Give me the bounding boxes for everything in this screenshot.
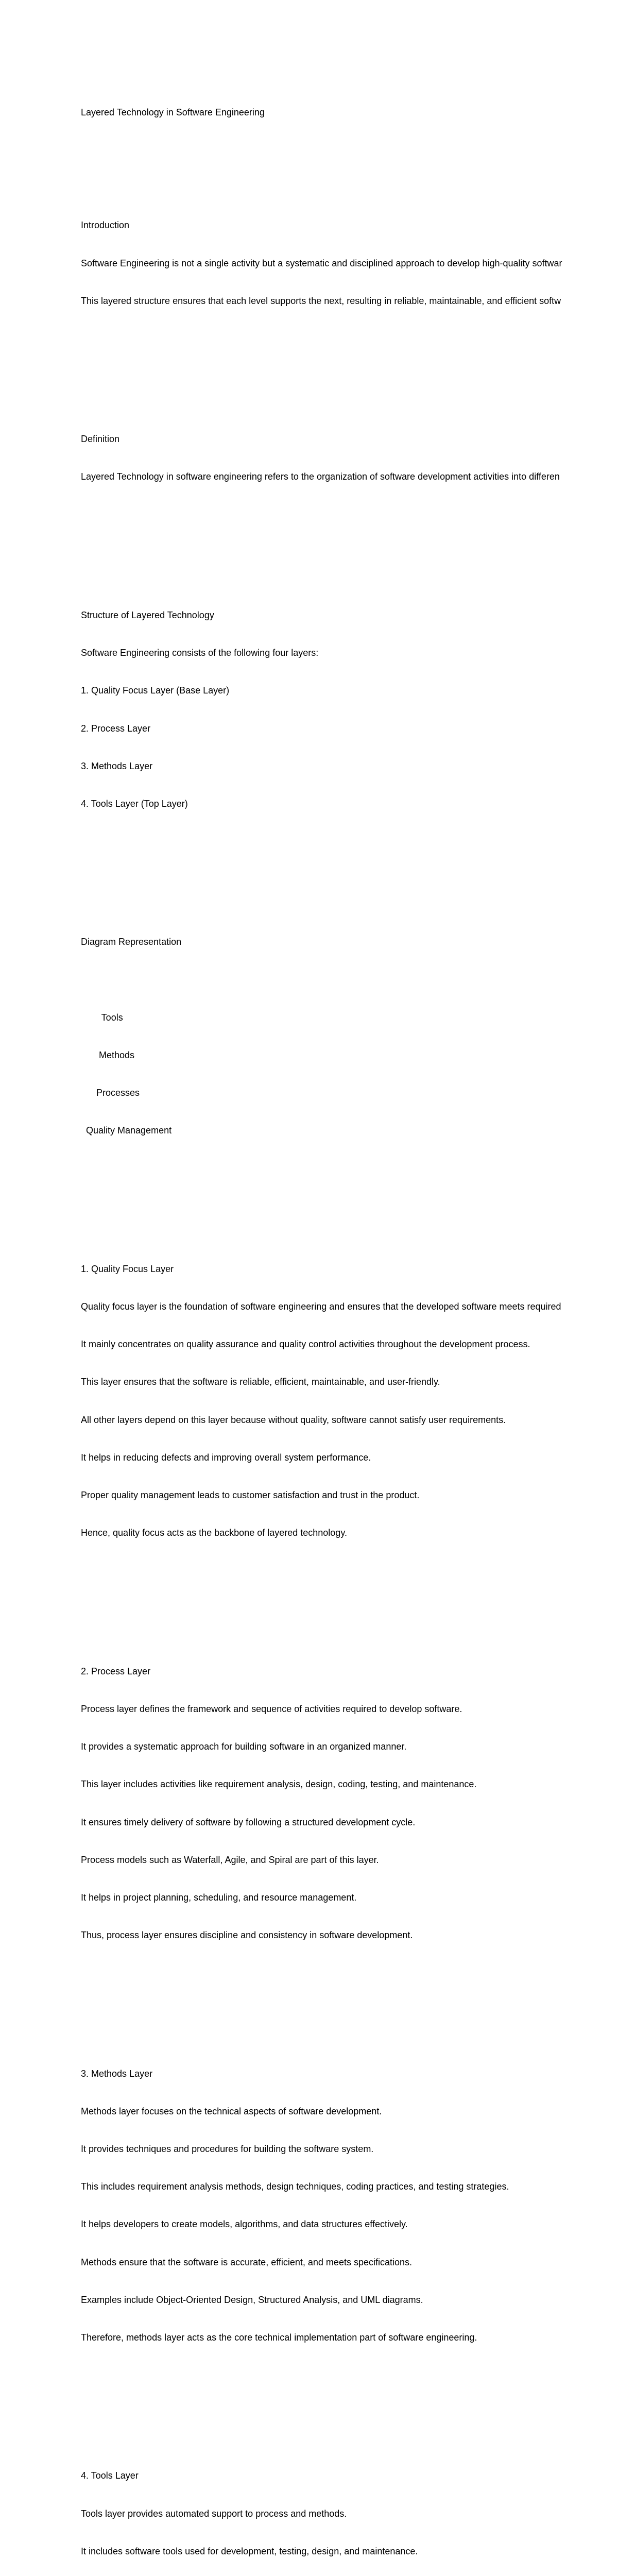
section-heading: 1. Quality Focus Layer (81, 1263, 174, 1274)
spacer (81, 1992, 618, 2004)
paragraph-line: It helps developers to create models, algorithms, and data structures effectively. (81, 2219, 408, 2230)
section-heading: 2. Process Layer (81, 1666, 151, 1676)
paragraph-line: It includes software tools used for development, testing, design, and maintenance. (81, 2546, 418, 2556)
document-title: Layered Technology in Software Engineering (81, 107, 265, 117)
section-heading: 4. Tools Layer (81, 2470, 139, 2481)
paragraph-line: It provides a systematic approach for building software in an organized manner. (81, 1741, 407, 1752)
spacer (81, 2394, 618, 2406)
paragraph-line: Software Engineering consists of the following four layers: (81, 648, 319, 658)
spacer (81, 534, 618, 546)
list-item: 1. Quality Focus Layer (Base Layer) (81, 685, 230, 696)
diagram-layer-tools: Tools (81, 1012, 123, 1023)
list-item: 2. Process Layer (81, 723, 151, 734)
section-introduction (81, 194, 618, 332)
paragraph-line: It helps in project planning, scheduling, and resource management. (81, 1892, 357, 1903)
spacer (81, 358, 618, 370)
section-heading: 3. Methods Layer (81, 2068, 153, 2079)
section-structure (81, 584, 618, 835)
section-heading: Definition (81, 434, 120, 445)
paragraph-line: Process models such as Waterfall, Agile, and Spiral are part of this layer. (81, 1854, 379, 1865)
paragraph-line: This includes requirement analysis methods, design techniques, coding practices, and testing strategies. (81, 2181, 509, 2192)
paragraph-line: Process layer defines the framework and sequence of activities required to develop software. (81, 1703, 462, 1714)
spacer (81, 1187, 618, 1199)
paragraph-line: Tools layer provides automated support to process and methods. (81, 2508, 347, 2519)
paragraph-line: It ensures timely delivery of software by following a structured development cycle. (81, 1817, 416, 1827)
paragraph-line: Therefore, methods layer acts as the core technical implementation part of software engineering. (81, 2332, 477, 2343)
paragraph-line: Quality focus layer is the foundation of software engineering and ensures that the developed software meets required (81, 1301, 561, 1312)
spacer (81, 974, 618, 986)
section-methods (81, 2042, 618, 2369)
paragraph-line: Software Engineering is not a single activity but a systematic and disciplined approach to develop high-quality softwar (81, 258, 562, 268)
paragraph-line: It helps in reducing defects and improving overall system performance. (81, 1452, 371, 1463)
paragraph-line: Examples include Object-Oriented Design, Structured Analysis, and UML diagrams. (81, 2294, 423, 2305)
section-definition (81, 408, 618, 508)
paragraph-line: Methods layer focuses on the technical aspects of software development. (81, 2106, 382, 2116)
section-diagram (81, 911, 618, 1162)
section-heading: Structure of Layered Technology (81, 609, 214, 620)
list-item: 3. Methods Layer (81, 760, 153, 771)
paragraph-line: Proper quality management leads to customer satisfaction and trust in the product. (81, 1490, 420, 1501)
section-process (81, 1640, 618, 1967)
section-tools (81, 2445, 618, 2576)
diagram-layer-methods: Methods (81, 1049, 135, 1060)
document-page (81, 81, 618, 2576)
list-item: 4. Tools Layer (Top Layer) (81, 798, 188, 809)
paragraph-line: This layer ensures that the software is reliable, efficient, maintainable, and user-friendly. (81, 1377, 440, 1387)
paragraph-line: Methods ensure that the software is accurate, efficient, and meets specifications. (81, 2257, 413, 2267)
paragraph-line: This layered structure ensures that each level supports the next, resulting in reliable, maintainable, and efficient softw (81, 295, 561, 306)
paragraph-line: This layer includes activities like requirement analysis, design, coding, testing, and maintenance. (81, 1779, 477, 1790)
paragraph-line: Hence, quality focus acts as the backbone of layered technology. (81, 1528, 347, 1538)
paragraph-line: Thus, process layer ensures discipline and consistency in software development. (81, 1930, 413, 1941)
paragraph-line: It mainly concentrates on quality assurance and quality control activities throughout the development process. (81, 1339, 530, 1350)
section-heading: Introduction (81, 220, 130, 231)
paragraph-line: Layered Technology in software engineering refers to the organization of software development activities into differen (81, 471, 560, 482)
paragraph-line: It provides techniques and procedures for building the software system. (81, 2143, 374, 2154)
section-heading: Diagram Representation (81, 937, 182, 947)
spacer (81, 860, 618, 873)
section-quality-focus (81, 1238, 618, 1564)
diagram-layer-processes: Processes (81, 1088, 140, 1098)
paragraph-line: All other layers depend on this layer because without quality, software cannot satisfy user requirements. (81, 1414, 506, 1425)
diagram-layer-quality: Quality Management (81, 1125, 172, 1136)
spacer (81, 1589, 618, 1602)
spacer (81, 144, 618, 156)
